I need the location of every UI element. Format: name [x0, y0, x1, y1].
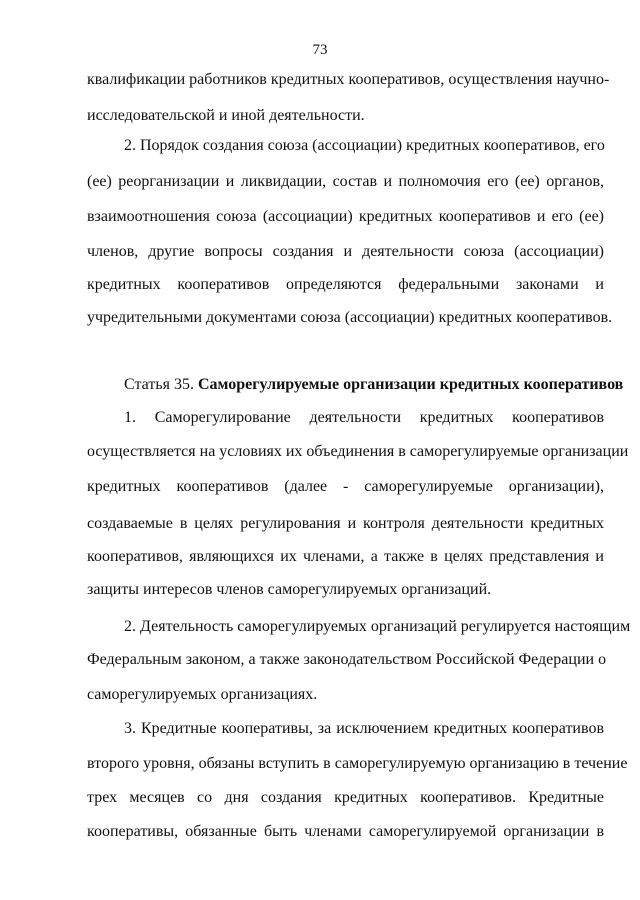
article-title: Саморегулируемые организации кредитных кооперативов [197, 376, 624, 393]
text-line: кредитных кооперативов определяются федеральными законами и [87, 276, 604, 293]
text-line: (ее) реорганизации и ликвидации, состав и полномочия его (ее) органов, [87, 173, 604, 190]
text-line: 2. Деятельность саморегулируемых организаций регулируется настоящим [124, 618, 631, 635]
text-line: исследовательской и иной деятельности. [87, 107, 365, 124]
text-line: членов, другие вопросы создания и деятельности союза (ассоциации) [87, 243, 604, 260]
text-line: осуществляется на условиях их объединения в саморегулируемые организации [87, 443, 629, 460]
text-line: учредительными документами союза (ассоциации) кредитных кооперативов. [87, 309, 613, 326]
text-line: Федеральным законом, а также законодательством Российской Федерации о [87, 651, 607, 668]
text-line: 3. Кредитные кооперативы, за исключением кредитных кооперативов [124, 720, 604, 737]
text-line: защиты интересов членов саморегулируемых организаций. [87, 581, 492, 598]
text-line: квалификации работников кредитных кооперативов, осуществления научно- [87, 71, 610, 88]
text-line: кооперативы, обязанные быть членами саморегулируемой организации в [87, 823, 604, 840]
page-number: 73 [312, 42, 328, 58]
article-heading [124, 375, 624, 395]
text-line: взаимоотношения союза (ассоциации) кредитных кооперативов и его (ее) [87, 208, 604, 225]
text-line: 1. Саморегулирование деятельности кредитных кооперативов [124, 409, 604, 426]
text-line: создаваемые в целях регулирования и контроля деятельности кредитных [87, 515, 604, 532]
text-line: второго уровня, обязаны вступить в саморегулируемую организацию в течение [87, 755, 628, 772]
text-line: кооперативов, являющихся их членами, а также в целях представления и [87, 548, 604, 565]
text-line: трех месяцев со дня создания кредитных кооперативов. Кредитные [87, 789, 604, 806]
text-line: 2. Порядок создания союза (ассоциации) кредитных кооперативов, его [124, 137, 605, 154]
text-line: кредитных кооперативов (далее - саморегулируемые организации), [87, 478, 604, 495]
text-line: саморегулируемых организациях. [87, 686, 318, 703]
article-label: Статья 35. [124, 376, 194, 393]
